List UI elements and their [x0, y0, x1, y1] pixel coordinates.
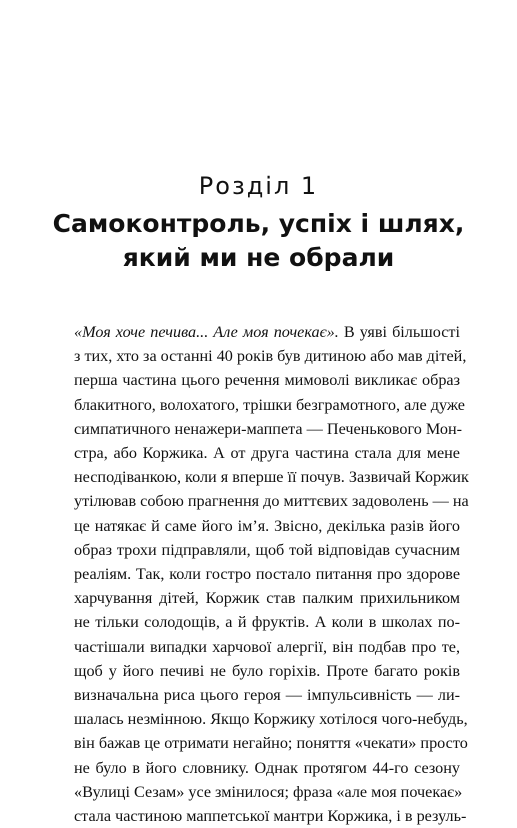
text-line: образ трохи підправляли, щоб той відповідав сучасним	[74, 540, 460, 559]
text-line: стала частиною маппетської мантри Коржика, і в резуль-	[74, 807, 467, 826]
text-line: харчування дітей, Коржик став палким прихильником	[74, 589, 460, 608]
chapter-number: Розділ 1	[198, 172, 319, 200]
text-line: з тих, хто за останні 40 років був дитиною або мав дітей,	[74, 347, 467, 366]
text-line: блакитного, волохатого, трішки безграмотного, але дуже	[74, 395, 465, 414]
text-line: несподіванкою, коли я вперше її почув. Зазвичай Коржик	[74, 468, 469, 487]
text-line: не було в його словнику. Однак протягом 44-го сезону	[74, 758, 460, 777]
text-line: щоб у його печиві не було горіхів. Проте багато років	[74, 661, 460, 680]
text-line: визначальна риса цього героя — імпульсивність — ли-	[74, 686, 460, 705]
text-line: не тільки солодощів, а й фруктів. А коли в школах по-	[74, 613, 460, 632]
text-line: реаліям. Так, коли гостро постало питання про здорове	[74, 565, 460, 584]
text-line: це натякає й саме його ім’я. Звісно, декілька разів його	[74, 516, 460, 535]
text-line: шалась незмінною. Якщо Коржику хотілося чого-небудь,	[74, 710, 468, 729]
body-paragraph	[74, 320, 469, 828]
text-line: перша частина цього речення мимоволі викликає образ	[74, 371, 460, 390]
text-line: стра, або Коржика. А от друга частина стала для мене	[74, 444, 460, 463]
text-line: частішали випадки харчової алергії, він подбав про те,	[74, 637, 460, 656]
text-line: «Вулиці Сезам» усе змінилося; фраза «але моя почекає»	[74, 782, 463, 801]
text-fragment: В уяві більшості	[338, 323, 460, 341]
text-line	[74, 320, 460, 344]
chapter-title-line-2: який ми не обрали	[122, 243, 395, 272]
quote: «Моя хоче печива... Але моя почекає».	[74, 323, 339, 341]
text-line: він бажав це отримати негайно; поняття «чекати» просто	[74, 734, 468, 753]
text-line: утілював собою прагнення до миттєвих задоволень — на	[74, 492, 469, 511]
text-line: симпатичного ненажери-маппета — Печенькового Мон-	[74, 419, 462, 438]
chapter-title-line-1: Самоконтроль, успіх і шлях,	[52, 209, 465, 238]
chapter-title	[40, 207, 477, 275]
